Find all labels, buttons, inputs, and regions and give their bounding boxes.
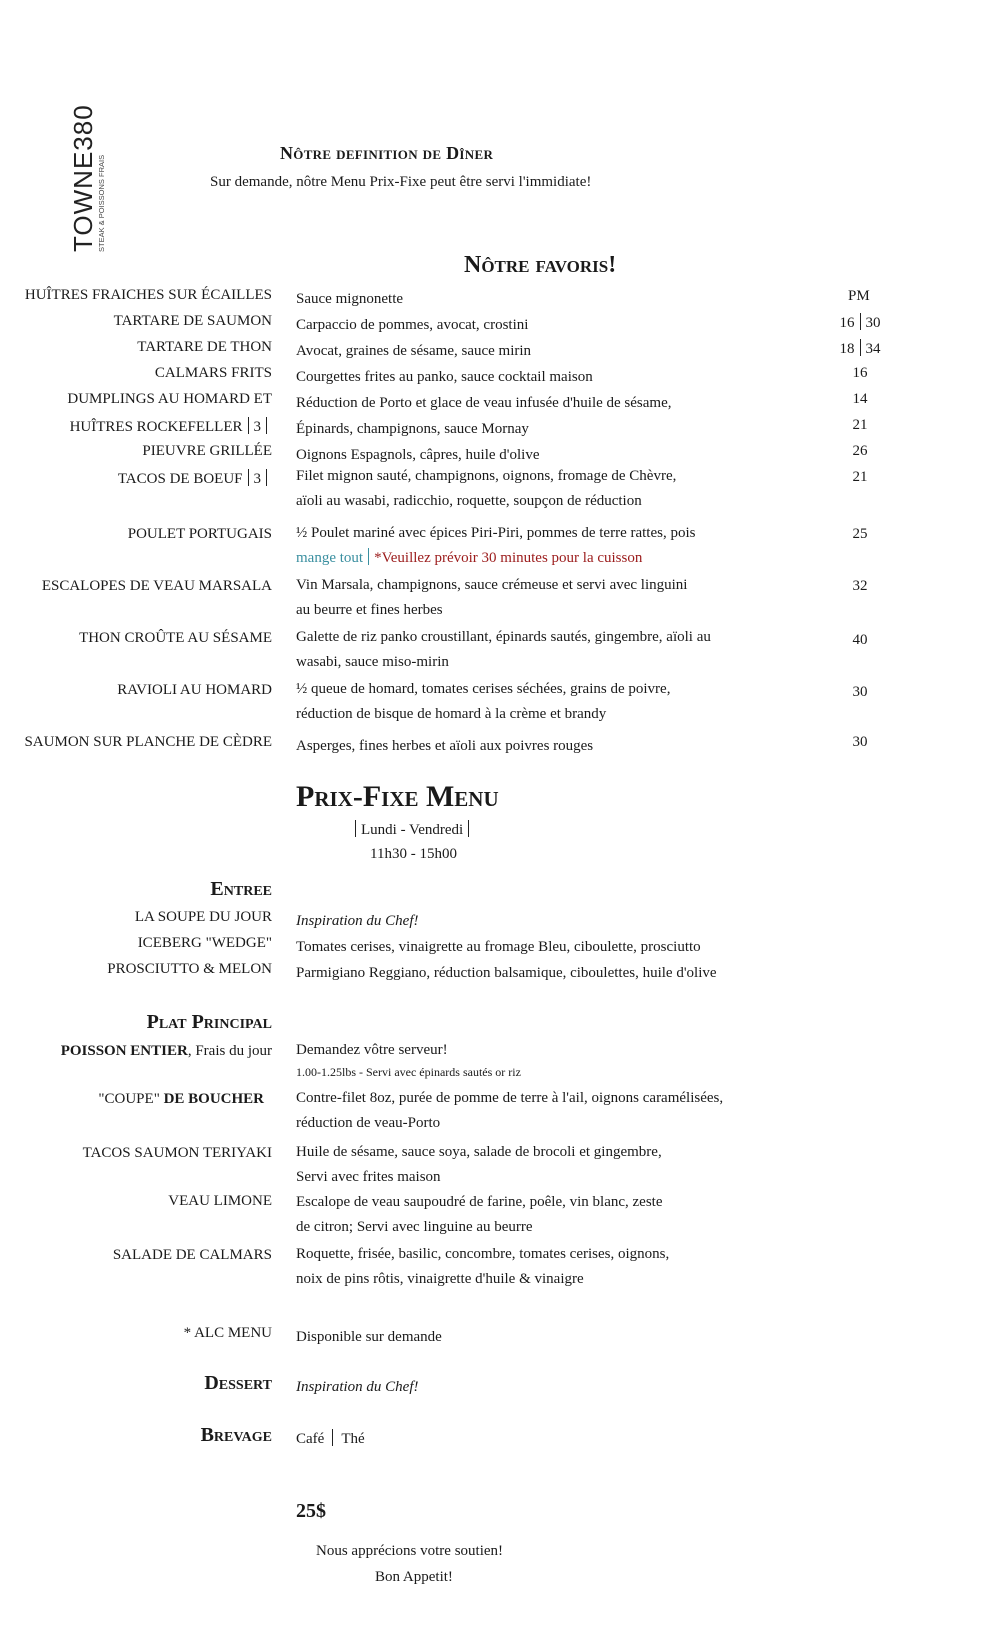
logo-tagline: STEAK & POISSONS FRAIS (97, 154, 106, 252)
menu-item-name: THON CROÛTE AU SÉSAME (79, 630, 272, 646)
menu-item-price: 30 (852, 734, 868, 750)
plat-heading: Plat Principal (146, 1011, 272, 1033)
menu-item-desc: ½ Poulet mariné avec épices Piri-Piri, pommes de terre rattes, pois mange tout *Veuillez prévoir 30 minutes pour la cuisson (296, 525, 696, 566)
alc-menu-label: * ALC MENU (183, 1325, 272, 1341)
menu-item-price: 18 34 (839, 341, 881, 357)
plat-item-desc: Roquette, frisée, basilic, concombre, tomates cerises, oignons, noix de pins rôtis, vinaigrette d'huile & vinaigre (296, 1246, 670, 1287)
separator (368, 548, 369, 565)
menu-item-price: 26 (852, 443, 868, 459)
separator (248, 469, 249, 486)
plat-item-desc: Escalope de veau saupoudré de farine, poêle, vin blanc, zeste de citron; Servi avec linguine au beurre (296, 1194, 663, 1235)
menu-item-name: HUÎTRES FRAICHES SUR ÉCAILLES (24, 287, 272, 303)
alc-menu-desc: Disponible sur demande (296, 1329, 442, 1345)
dessert-desc: Inspiration du Chef! (296, 1379, 419, 1395)
menu-item-price: 21 (852, 469, 868, 485)
prix-fixe-price: 25$ (296, 1500, 326, 1522)
menu-item-name: POULET PORTUGAIS (127, 526, 272, 542)
brevage-options: Café Thé (296, 1431, 365, 1447)
prix-fixe-days: Lundi - Vendredi (350, 820, 474, 839)
menu-item-name: SAUMON SUR PLANCHE DE CÈDRE (24, 734, 272, 750)
entree-item-name: PROSCIUTTO & MELON (107, 961, 272, 977)
menu-item-desc: Oignons Espagnols, câpres, huile d'olive (296, 447, 540, 463)
entree-heading: Entree (210, 878, 272, 900)
brevage-heading: Brevage (200, 1424, 272, 1446)
prix-fixe-hours: 11h30 - 15h00 (370, 846, 457, 862)
menu-item-desc: ½ queue de homard, tomates cerises séchées, grains de poivre, réduction de bisque de homard à la crème et brandy (296, 681, 671, 722)
pm-label: PM (848, 288, 870, 304)
menu-item-price: 40 (852, 632, 868, 648)
plat-item-name: POISSON ENTIER, Frais du jour (60, 1043, 272, 1059)
separator (860, 313, 861, 330)
menu-item-desc: Asperges, fines herbes et aïoli aux poivres rouges (296, 738, 594, 754)
menu-item-price: 16 (852, 365, 868, 381)
separator (332, 1429, 333, 1446)
menu-item-price: 32 (852, 578, 868, 594)
menu-item-name: TARTARE DE THON (137, 339, 272, 355)
entree-item-name: ICEBERG "WEDGE" (137, 935, 272, 951)
dessert-heading: Dessert (204, 1372, 272, 1394)
menu-item-name: DUMPLINGS AU HOMARD ET (67, 391, 272, 407)
menu-item-price: 21 (852, 417, 868, 433)
restaurant-logo (68, 104, 124, 252)
menu-item-price: 16 30 (839, 315, 881, 331)
footer-thanks: Nous apprécions votre soutien! (316, 1543, 504, 1559)
separator (860, 339, 861, 356)
favoris-title: Nôtre favoris! (464, 252, 617, 278)
menu-item-price: 14 (852, 391, 868, 407)
menu-item-desc: Épinards, champignons, sauce Mornay (296, 421, 529, 437)
plat-item-name: TACOS SAUMON TERIYAKI (82, 1145, 272, 1161)
menu-item-desc: Galette de riz panko croustillant, épinards sautés, gingembre, aïoli au wasabi, sauce miso-mirin (296, 629, 711, 670)
menu-item-desc: Filet mignon sauté, champignons, oignons, fromage de Chèvre, aïoli au wasabi, radicchio, roquette, soupçon de réduction (296, 468, 677, 509)
footer-bon-appetit: Bon Appetit! (375, 1569, 453, 1585)
menu-item-desc: Avocat, graines de sésame, sauce mirin (296, 343, 532, 359)
menu-item-desc: Courgettes frites au panko, sauce cocktail maison (296, 369, 593, 385)
separator (266, 469, 267, 486)
plat-item-desc: Huile de sésame, sauce soya, salade de brocoli et gingembre, Servi avec frites maison (296, 1144, 662, 1185)
plat-item-name: "COUPE" DE BOUCHER (98, 1091, 264, 1107)
logo-brand: TOWNE380 (68, 104, 98, 252)
menu-item-desc: Vin Marsala, champignons, sauce crémeuse et servi avec linguini au beurre et fines herbes (296, 577, 688, 618)
menu-item-desc: Carpaccio de pommes, avocat, crostini (296, 317, 529, 333)
menu-item-price: 30 (852, 684, 868, 700)
menu-item-price: 25 (852, 526, 868, 542)
separator (355, 820, 356, 837)
plat-item-name: SALADE DE CALMARS (112, 1247, 272, 1263)
entree-item-desc: Inspiration du Chef! (296, 913, 419, 929)
menu-item-name: PIEUVRE GRILLÉE (142, 443, 272, 459)
menu-item-name: TACOS DE BOEUF 3 (118, 469, 272, 488)
entree-item-name: LA SOUPE DU JOUR (134, 909, 272, 925)
menu-item-name: TARTARE DE SAUMON (113, 313, 272, 329)
page-subtitle: Sur demande, nôtre Menu Prix-Fixe peut être servi l'immidiate! (210, 174, 592, 190)
separator (468, 820, 469, 837)
menu-item-desc: Sauce mignonette (296, 291, 404, 307)
menu-item-desc: Réduction de Porto et glace de veau infusée d'huile de sésame, (296, 395, 672, 411)
plat-item-name: VEAU LIMONE (168, 1193, 272, 1209)
plat-item-desc: Demandez vôtre serveur! 1.00-1.25lbs - Servi avec épinards sautés or riz (296, 1042, 521, 1079)
entree-item-desc: Tomates cerises, vinaigrette au fromage Bleu, ciboulette, prosciutto (296, 939, 701, 955)
menu-item-name: HUÎTRES ROCKEFELLER 3 (70, 417, 272, 436)
page-title: Nôtre definition de Dîner (280, 143, 494, 163)
menu-item-name: RAVIOLI AU HOMARD (117, 682, 272, 698)
separator (266, 417, 267, 434)
menu-item-name: CALMARS FRITS (154, 365, 272, 381)
plat-item-desc: Contre-filet 8oz, purée de pomme de terre à l'ail, oignons caramélisées, réduction de veau-Porto (296, 1090, 724, 1131)
entree-item-desc: Parmigiano Reggiano, réduction balsamique, ciboulettes, huile d'olive (296, 965, 717, 981)
prix-fixe-title: Prix-Fixe Menu (296, 780, 499, 813)
separator (248, 417, 249, 434)
menu-item-name: ESCALOPES DE VEAU MARSALA (41, 578, 272, 594)
